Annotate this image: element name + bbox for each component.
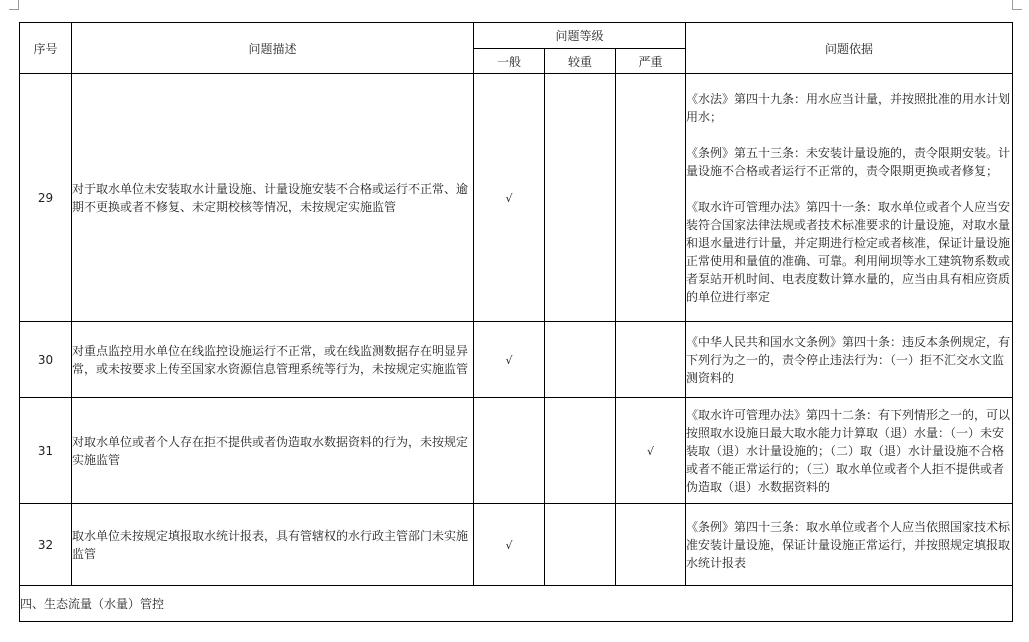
- check-mark-icon: √: [505, 353, 513, 367]
- row-level-general: [474, 504, 545, 586]
- row-description: 对于取水单位未安装取水计量设施、计量设施安装不合格或运行不正常、逾期不更换或者不修复、未定期校核等情况，未按规定实施监管: [72, 74, 474, 322]
- check-mark-icon: √: [505, 538, 513, 552]
- row-basis: [686, 504, 1013, 586]
- table-row: [20, 504, 1013, 586]
- row-level-serious: [545, 398, 616, 504]
- basis-paragraph: 《条例》第五十三条：未安装计量设施的，责令限期安装。计量设施不合格或者运行不正常的，责令限期更换或者修复；: [686, 145, 1011, 178]
- row-seq: 32: [20, 504, 72, 586]
- issue-table: [19, 22, 1013, 622]
- row-level-severe: [616, 504, 686, 586]
- check-mark-icon: √: [505, 191, 513, 205]
- row-basis: [686, 74, 1013, 322]
- row-level-general: [474, 74, 545, 322]
- check-mark-icon: √: [647, 444, 655, 458]
- basis-paragraph: 《水法》第四十九条：用水应当计量，并按照批准的用水计划用水；: [686, 91, 1011, 124]
- row-level-serious: [545, 504, 616, 586]
- header-level-severe: 严重: [616, 49, 686, 74]
- basis-paragraph: 《条例》第四十三条：取水单位或者个人应当依照国家技术标准安装计量设施，保证计量设施正常运行，并按照规定填报取水统计报表: [686, 519, 1011, 570]
- row-level-serious: [545, 74, 616, 322]
- section-title: 四、生态流量（水量）管控: [20, 586, 1013, 622]
- basis-paragraph: 《取水许可管理办法》第四十一条：取水单位或者个人应当安装符合国家法律法规或者技术标准要求的计量设施，对取水量和退水量进行计量，并定期进行检定或者核准，保证计量设施正常使用和量值的准确、可靠。利用闸坝等水工建筑物系数或者泵站开机时间、电表度数计算水量的，应当由具有相应资质的单位进行率定: [686, 199, 1011, 304]
- header-level: 问题等级: [474, 23, 686, 49]
- row-basis: [686, 398, 1013, 504]
- row-level-general: [474, 398, 545, 504]
- row-level-serious: [545, 322, 616, 398]
- header-basis: 问题依据: [686, 23, 1013, 74]
- page-corner-mark-right: [1012, 0, 1022, 10]
- row-description: 取水单位未按规定填报取水统计报表，具有管辖权的水行政主管部门未实施监管: [72, 504, 474, 586]
- row-seq: 31: [20, 398, 72, 504]
- page-corner-mark-left: [9, 0, 19, 10]
- row-seq: 30: [20, 322, 72, 398]
- row-level-general: [474, 322, 545, 398]
- row-basis: [686, 322, 1013, 398]
- table-row: [20, 322, 1013, 398]
- table-row: [20, 398, 1013, 504]
- row-description: 对重点监控用水单位在线监控设施运行不正常，或在线监测数据存在明显异常，或未按要求上传至国家水资源信息管理系统等行为，未按规定实施监管: [72, 322, 474, 398]
- row-description: 对取水单位或者个人存在拒不提供或者伪造取水数据资料的行为，未按规定实施监管: [72, 398, 474, 504]
- row-level-severe: [616, 322, 686, 398]
- header-description: 问题描述: [72, 23, 474, 74]
- basis-paragraph: 《取水许可管理办法》第四十二条：有下列情形之一的，可以按照取水设施日最大取水能力计算取（退）水量：（一）未安装取（退）水计量设施的；（二）取（退）水计量设施不合格或者不能正常运行的；（三）取水单位或者个人拒不提供或者伪造取（退）水数据资料的: [686, 407, 1011, 494]
- table-row: [20, 74, 1013, 322]
- header-level-serious: 较重: [545, 49, 616, 74]
- header-level-general: 一般: [474, 49, 545, 74]
- row-seq: 29: [20, 74, 72, 322]
- basis-paragraph: 《中华人民共和国水文条例》第四十条：违反本条例规定，有下列行为之一的，责令停止违法行为：（一）拒不汇交水文监测资料的: [686, 334, 1011, 385]
- row-level-severe: [616, 398, 686, 504]
- row-level-severe: [616, 74, 686, 322]
- header-seq: 序号: [20, 23, 72, 74]
